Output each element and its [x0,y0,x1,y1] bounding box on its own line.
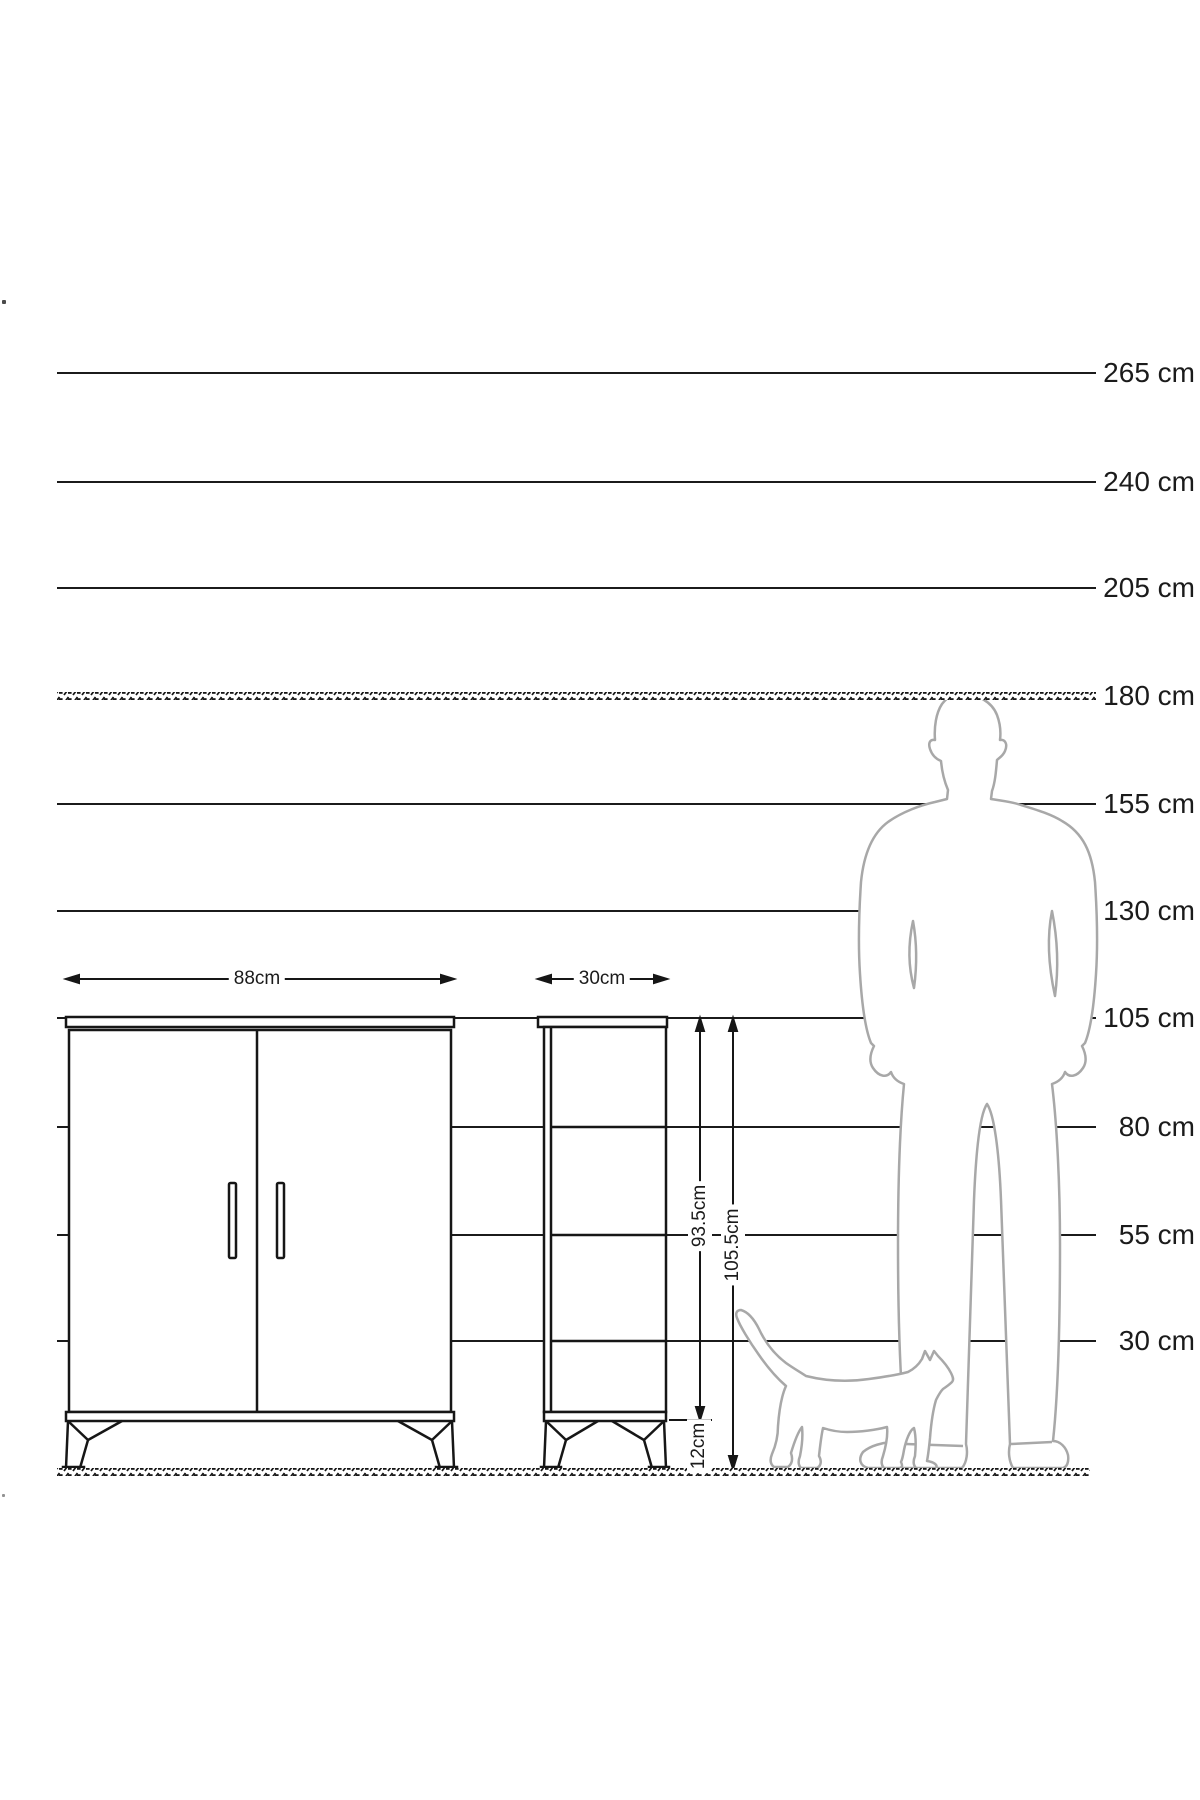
man-outline [859,694,1097,1468]
scan-speck [2,300,6,304]
man-silhouette-icon [859,694,1097,1468]
ruler-label-55: 55 cm [1118,1219,1195,1250]
ruler-label-265: 265 cm [1103,357,1195,388]
leg-height-dimension-label: 12cm [687,1419,711,1473]
ruler-line-180-hatched [57,692,1096,700]
cabinet-top-board [66,1017,454,1027]
cabinet-leg-front-right [398,1421,457,1473]
ruler-label-130: 130 cm [1103,895,1195,926]
body-height-dimension-label: 93.5cm [688,1181,712,1251]
cabinet-bottom-board [66,1412,454,1421]
ruler-label-180: 180 cm [1103,680,1195,711]
ruler-label-105: 105 cm [1103,1002,1195,1033]
ground-line-hatched [57,1468,1090,1476]
ruler-label-80: 80 cm [1118,1111,1195,1142]
door-handle-right [277,1183,284,1258]
depth-dimension-label: 30cm [574,967,630,991]
width-dimension-label: 88cm [229,967,285,991]
cabinet-front-view [63,1017,457,1473]
arrow-down-icon [729,1456,737,1469]
door-handle-left [229,1183,236,1258]
arrow-up-icon [729,1018,737,1031]
ruler-label-205: 205 cm [1103,572,1195,603]
total-height-dimension-label: 105.5cm [721,1205,745,1286]
arrow-left-icon [538,975,551,983]
arrow-left-icon [66,975,79,983]
cabinet-leg-side-left [541,1421,598,1473]
ruler-label-155: 155 cm [1103,788,1195,819]
ruler-label-240: 240 cm [1103,466,1195,497]
cabinet-leg-front-left [63,1421,122,1473]
cabinet-leg-side-right [612,1421,669,1473]
arrow-right-icon [441,975,454,983]
arrow-up-icon [696,1018,704,1031]
cabinet-side-view [538,1017,669,1473]
ruler-label-30: 30 cm [1118,1325,1195,1356]
scan-speck [2,1494,5,1497]
side-carcass [544,1027,666,1412]
side-bottom-board [544,1412,666,1421]
cabinet-doors [69,1030,451,1412]
side-top-board [538,1017,667,1027]
arrow-right-icon [654,975,667,983]
